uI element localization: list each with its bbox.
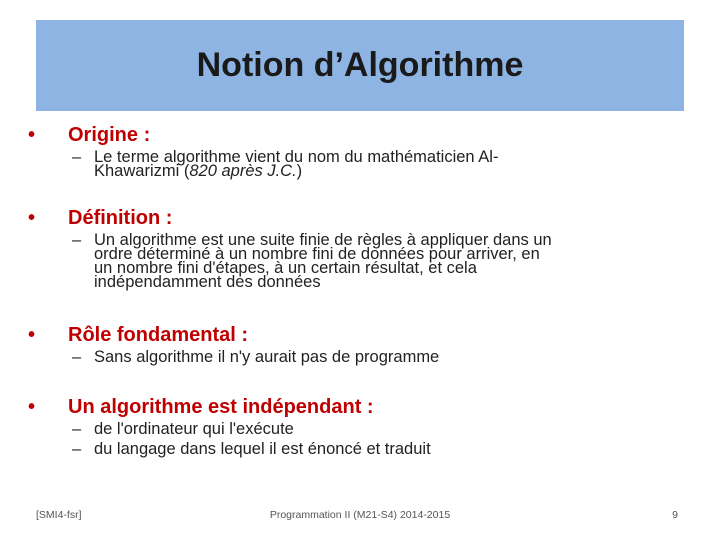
section-origine [28, 124, 498, 178]
section-heading [28, 124, 498, 146]
heading-text: Un algorithme est indépendant : [68, 396, 374, 418]
sub-text-line: Sans algorithme il n'y aurait pas de programme [94, 348, 440, 366]
section-heading [28, 396, 431, 418]
sub-text-line: un nombre fini d'étapes, à un certain résultat, et cela [94, 259, 477, 277]
dash-icon: – [72, 231, 82, 249]
section-heading [28, 324, 439, 346]
bullet-icon: • [28, 324, 36, 346]
dash-icon: – [72, 440, 82, 458]
sub-item-line [72, 150, 498, 178]
dash-icon: – [72, 348, 82, 366]
sub-item-line [72, 350, 439, 364]
section-heading [28, 207, 552, 229]
sub-text-line: ordre déterminé à un nombre fini de données pour arriver, en [94, 245, 540, 263]
bullet-icon: • [28, 207, 36, 229]
sub-item-line [72, 442, 431, 456]
title-banner [36, 20, 684, 111]
section-role [28, 324, 439, 364]
section-independant [28, 396, 431, 456]
heading-text: Définition : [68, 207, 173, 229]
page-number: 9 [672, 509, 678, 521]
sub-item [72, 150, 498, 178]
footer-center: Programmation II (M21-S4) 2014-2015 [269, 509, 451, 521]
footer-left: [SMI4-fsr] [36, 509, 82, 521]
section-definition [28, 207, 552, 289]
sub-text-line: indépendamment des données [94, 273, 321, 291]
dash-icon: – [72, 420, 82, 438]
sub-item-line [72, 233, 552, 289]
sub-text-line: Un algorithme est une suite finie de règles à appliquer dans un [94, 231, 552, 249]
sub-text-line: de l'ordinateur qui l'exécute [94, 420, 294, 438]
bullet-icon: • [28, 396, 36, 418]
sub-item [72, 422, 431, 436]
sub-item [72, 350, 439, 364]
bullet-icon: • [28, 124, 36, 146]
sub-item [72, 442, 431, 456]
heading-text: Rôle fondamental : [68, 324, 249, 346]
sub-text-line: Khawarizmi (820 après J.C.) [94, 162, 303, 180]
sub-item-line [72, 422, 431, 436]
sub-text-line: Le terme algorithme vient du nom du mathématicien Al- [94, 148, 499, 166]
sub-text-line: du langage dans lequel il est énoncé et traduit [94, 440, 431, 458]
dash-icon: – [72, 148, 82, 166]
slide-title: Notion d’Algorithme [196, 46, 524, 84]
heading-text: Origine : [68, 124, 151, 146]
sub-item [72, 233, 552, 289]
